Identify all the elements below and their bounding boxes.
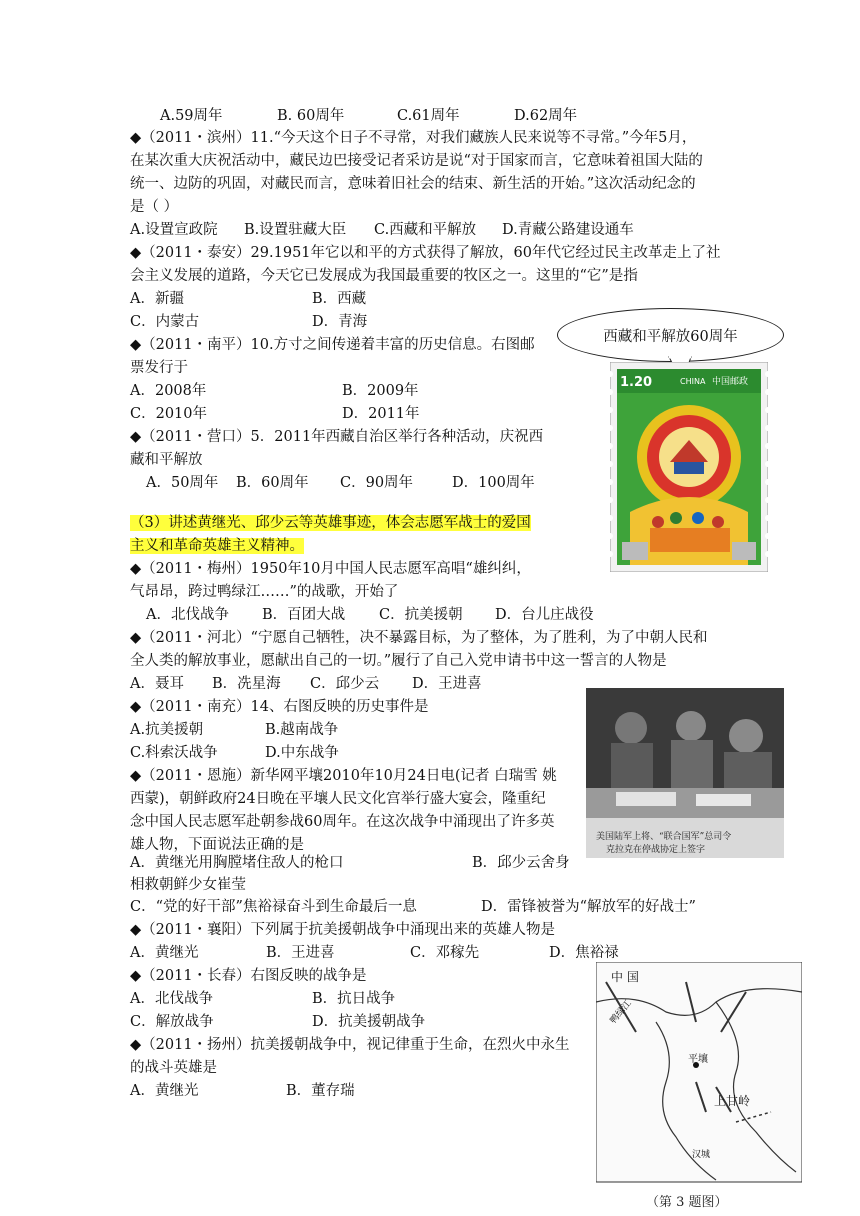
option-d: D.中东战争 [265, 745, 339, 761]
option-c: C.科索沃战争 [130, 745, 218, 761]
option-c: C．解放战争 [130, 1014, 214, 1030]
stamp-issuer: 中国邮政 [712, 377, 749, 387]
option-c: C．邱少云 [310, 676, 380, 692]
option-b: B．抗日战争 [312, 991, 396, 1007]
option-a: A.抗美援朝 [130, 722, 204, 738]
question-line: ◆（2011・恩施）新华网平壤2010年10月24日电(记者 白瑞雪 姚 [130, 768, 557, 784]
map-label-china: 中 国 [611, 970, 639, 984]
stamp-price: 1.20 [620, 375, 653, 390]
option-d: D．2011年 [342, 406, 420, 422]
map-label-shangganling: 上甘岭 [714, 1094, 751, 1108]
question-line: 票发行于 [130, 360, 188, 376]
photo-caption: 克拉克在停战协定上签字 [606, 845, 706, 855]
option-b: B.越南战争 [265, 722, 339, 738]
question-line: 西蒙)，朝鲜政府24日晚在平壤人民文化宫举行盛大宴会，隆重纪 [130, 791, 546, 807]
question-line: 相救朝鲜少女崔莹 [130, 877, 246, 893]
option-c: C．2010年 [130, 406, 207, 422]
stamp-latin: CHINA [680, 377, 706, 386]
option-c: C.西藏和平解放 [374, 222, 477, 238]
question-line: 藏和平解放 [130, 452, 203, 468]
option-b: B. 60周年 [277, 108, 345, 124]
question-line: ◆（2011・营口）5．2011年西藏自治区举行各种活动，庆祝西 [130, 429, 544, 445]
stamp-callout [557, 308, 784, 362]
option-b: B．百团大战 [262, 607, 346, 623]
question-line: 气昂昂，跨过鸭绿江……”的战歌，开始了 [130, 584, 399, 600]
option-d: D．雷锋被誉为“解放军的好战士” [481, 899, 696, 915]
map-label-yalu: 鸭绿江 [608, 998, 634, 1026]
option-a: A.设置宣政院 [130, 222, 218, 238]
stamp-image [610, 362, 768, 572]
question-line: 会主义发展的道路，今天它已发展成为我国最重要的牧区之一。这里的“它”是指 [130, 268, 638, 284]
option-a: A．50周年 [146, 475, 219, 491]
option-b: B.设置驻藏大臣 [244, 222, 347, 238]
question-line: 全人类的解放事业，愿献出自己的一切。”履行了自己入党申请书中这一誓言的人物是 [130, 653, 667, 669]
option-d: D．青海 [312, 314, 368, 330]
question-line: ◆（2011・河北）“宁愿自己牺牲，决不暴露目标，为了整体，为了胜利，为了中朝人民和 [130, 630, 708, 646]
option-b: B．60周年 [236, 475, 309, 491]
question-line: ◆（2011・泰安）29.1951年它以和平的方式获得了解放，60年代它经过民主改革走上了社 [130, 245, 721, 261]
option-c: C．邓稼先 [410, 945, 480, 961]
option-b: B．董存瑞 [286, 1083, 355, 1099]
option-d: D.青藏公路建设通车 [502, 222, 634, 238]
option-a: A.59周年 [160, 108, 223, 124]
section-heading: 主义和革命英雄主义精神。 [130, 538, 304, 554]
war-map [596, 962, 802, 1212]
option-d: D．焦裕禄 [549, 945, 619, 961]
question-line: 的战斗英雄是 [130, 1060, 217, 1076]
map-label-pyongyang: 平壤 [688, 1054, 708, 1065]
option-c: C.61周年 [397, 108, 460, 124]
question-line: 是（ ） [130, 199, 179, 215]
question-line: 在某次重大庆祝活动中，藏民边巴接受记者采访是说“对于国家而言，它意味着祖国大陆的 [130, 153, 703, 169]
option-c: C．抗美援朝 [379, 607, 463, 623]
question-line: ◆（2011・襄阳）下列属于抗美援朝战争中涌现出来的英雄人物是 [130, 922, 556, 938]
question-line: ◆（2011・滨州）11.“今天这个日子不寻常，对我们藏族人民来说等不寻常。”今年5月， [130, 130, 697, 146]
question-line: ◆（2011・南充）14、右图反映的历史事件是 [130, 699, 429, 715]
option-a: A．2008年 [130, 383, 207, 399]
option-a: A．黄继光 [130, 1083, 199, 1099]
question-line: ◆（2011・长春）右图反映的战争是 [130, 968, 367, 984]
option-d: D．王进喜 [412, 676, 482, 692]
option-d: D.62周年 [514, 108, 578, 124]
option-c: C．“党的好干部”焦裕禄奋斗到生命最后一息 [130, 899, 417, 915]
question-line: 雄人物，下面说法正确的是 [130, 837, 304, 853]
option-a: A．黄继光用胸膛堵住敌人的枪口 [130, 855, 344, 871]
question-line: ◆（2011・南平）10.方寸之间传递着丰富的历史信息。右图邮 [130, 337, 535, 353]
question-line: ◆（2011・扬州）抗美援朝战争中，视记律重于生命，在烈火中永生 [130, 1037, 570, 1053]
section-heading: （3）讲述黄继光、邱少云等英雄事迹，体会志愿军战士的爱国 [130, 515, 531, 531]
option-b: B．2009年 [342, 383, 419, 399]
question-line: 念中国人民志愿军赴朝参战60周年。在这次战争中涌现出了许多英 [130, 814, 555, 830]
option-b: B．王进喜 [266, 945, 335, 961]
question-line: 统一、边防的巩固，对藏民而言，意味着旧社会的结束、新生活的开始。”这次活动纪念的 [130, 176, 696, 192]
option-a: A．北伐战争 [130, 991, 213, 1007]
photo-caption: 美国陆军上将、“联合国军”总司令 [596, 832, 732, 842]
option-b: B．西藏 [312, 291, 367, 307]
option-d: D．台儿庄战役 [495, 607, 594, 623]
option-b: B．邱少云舍身 [472, 855, 570, 871]
map-label-seoul: 汉城 [692, 1150, 711, 1160]
question-line: ◆（2011・梅州）1950年10月中国人民志愿军高唱“雄纠纠， [130, 561, 531, 577]
option-a: A．新疆 [130, 291, 184, 307]
option-a: A．北伐战争 [146, 607, 229, 623]
map-caption: （第 3 题图） [646, 1195, 728, 1210]
option-a: A．黄继光 [130, 945, 199, 961]
option-c: C．内蒙古 [130, 314, 200, 330]
option-b: B．冼星海 [212, 676, 281, 692]
option-a: A．聂耳 [130, 676, 184, 692]
option-c: C．90周年 [340, 475, 414, 491]
callout-text: 西藏和平解放60周年 [603, 328, 738, 345]
option-d: D．抗美援朝战争 [312, 1014, 426, 1030]
option-d: D．100周年 [452, 475, 535, 491]
